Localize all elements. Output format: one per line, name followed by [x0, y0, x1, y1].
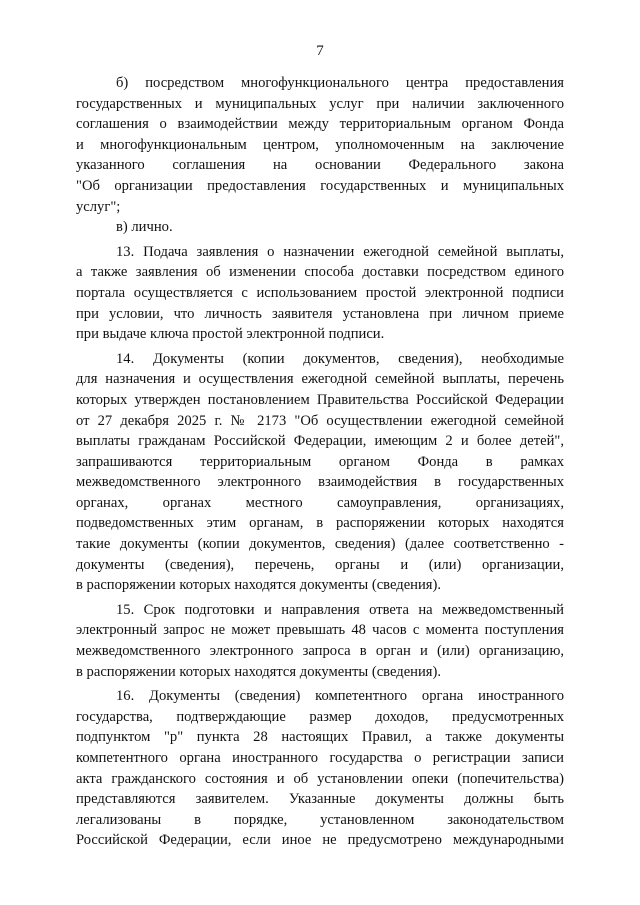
- text-line: 13. Подача заявления о назначении ежегодной семейной выплаты,: [116, 243, 564, 260]
- text-line: при выдаче ключа простой электронной подписи.: [76, 326, 385, 343]
- text-line: соглашения о взаимодействии между территориальным органом Фонда: [76, 116, 564, 133]
- text-line: 16. Документы (сведения) компетентного органа иностранного: [116, 688, 564, 705]
- page-number: 7: [316, 43, 324, 59]
- text-line: выплаты гражданам Российской Федерации, имеющим 2 и более детей",: [76, 433, 564, 450]
- text-line: услуг";: [76, 198, 121, 215]
- text-line: межведомственного электронного взаимодействия в государственных: [76, 474, 564, 491]
- text-line: компетентного органа иностранного государства о регистрации записи: [76, 750, 564, 766]
- text-line: б) посредством многофункционального центра предоставления: [116, 75, 564, 91]
- text-line: указанного соглашения на основании Федерального закона: [76, 157, 564, 174]
- text-line: межведомственного электронного запроса в орган и (или) организацию,: [76, 643, 564, 660]
- text-line: для назначения и осуществления ежегодной семейной выплаты, перечень: [76, 371, 564, 388]
- text-line: подпунктом "р" пункта 28 настоящих Правил, а также документы: [76, 729, 564, 746]
- text-line: акта гражданского состояния и об установлении опеки (попечительства): [76, 770, 564, 787]
- text-line: при условии, что личность заявителя установлена при личном приеме: [76, 305, 564, 322]
- text-line: легализованы в порядке, установленном законодательством: [76, 811, 564, 828]
- text-line: в распоряжении которых находятся документы (сведения).: [76, 663, 442, 680]
- text-line: электронный запрос не может превышать 48 часов с момента поступления: [76, 622, 564, 639]
- text-line: государства, подтверждающие размер доходов, предусмотренных: [76, 708, 564, 725]
- text-line: запрашиваются территориальным органом Фонда в рамках: [76, 453, 564, 470]
- text-line: такие документы (копии документов, сведения) (далее соответственно -: [76, 536, 564, 553]
- text-line: "Об организации предоставления государственных и муниципальных: [76, 177, 564, 194]
- text-line: органах, органах местного самоуправления, организациях,: [76, 494, 564, 511]
- text-line: портала осуществляется с использованием простой электронной подписи: [76, 284, 564, 301]
- text-line: в) лично.: [116, 219, 173, 236]
- text-line: 15. Срок подготовки и направления ответа на межведомственный: [116, 601, 564, 618]
- text-line: а также заявления об изменении способа доставки посредством единого: [76, 264, 564, 281]
- document-body: [76, 73, 564, 851]
- text-line: и многофункциональным центром, уполномоченным на заключение: [76, 136, 564, 153]
- text-line: представляются заявителем. Указанные документы должны быть: [76, 791, 564, 808]
- text-line: 14. Документы (копии документов, сведения), необходимые: [116, 350, 564, 367]
- text-line: документы (сведения), перечень, органы и (или) организации,: [76, 556, 564, 573]
- text-line: подведомственных этим органам, в распоряжении которых находятся: [76, 515, 564, 532]
- text-line: Российской Федерации, если иное не предусмотрено международными: [76, 832, 564, 849]
- text-line: государственных и муниципальных услуг при наличии заключенного: [76, 95, 564, 112]
- text-line: в распоряжении которых находятся документы (сведения).: [76, 577, 442, 594]
- text-line: от 27 декабря 2025 г. № 2173 "Об осуществлении ежегодной семейной: [76, 412, 564, 429]
- text-line: которых утвержден постановлением Правительства Российской Федерации: [76, 391, 564, 408]
